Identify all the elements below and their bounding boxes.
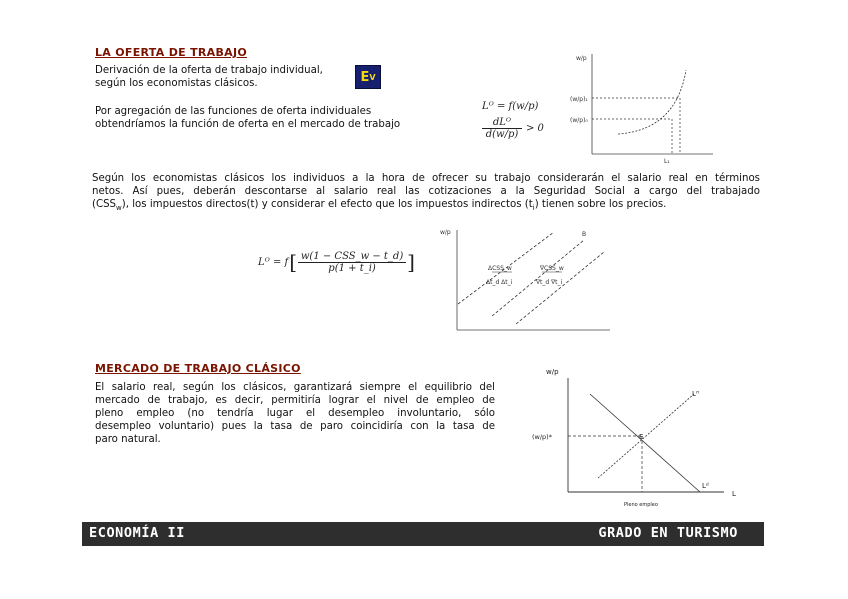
ev-icon-letter: E — [360, 69, 370, 85]
aggregation-line-1: Por agregación de las funciones de oferta individuales — [95, 106, 372, 117]
demand-curve — [590, 394, 700, 492]
body-line-5: paro natural. — [95, 434, 161, 445]
supply-curve — [618, 70, 686, 134]
derivation-text — [95, 64, 323, 90]
labor-market-graph — [528, 362, 748, 517]
paragraph-line-3-sub2: i — [532, 204, 535, 213]
body-line-2: mercado de trabajo, es decir, permitiría lograr el nivel de empleo de — [95, 395, 495, 406]
formula-net-denominator: p(1 + t_i) — [328, 262, 376, 274]
paragraph-line-3a: (CSS — [92, 199, 117, 210]
supply-line-right — [516, 252, 604, 324]
equilibrium-wage-label: (w/p)* — [532, 433, 552, 441]
formula-net-numerator: w(1 − CSS_w − t_d) — [300, 250, 404, 262]
supply-line-middle — [492, 240, 584, 316]
level1-label: (w/p)₁ — [570, 96, 588, 103]
section-title-classical-market: MERCADO DE TRABAJO CLÁSICO — [95, 362, 301, 375]
y-axis-label: w/p — [440, 229, 451, 236]
derivation-line-2: según los economistas clásicos. — [95, 78, 258, 89]
level0-label: (w/p)₀ — [570, 117, 588, 124]
formula-supply: Lᴼ = f(w/p) — [482, 101, 539, 112]
body-line-3: pleno empleo (no tendría lugar el desempleo involuntario, sólo — [95, 408, 495, 419]
x-tick-label: L₁ — [664, 158, 670, 165]
annotation-taxes-up: Δt_d Δt_i — [486, 279, 513, 286]
aggregation-line-2: obtendríamos la función de oferta en el mercado de trabajo — [95, 119, 401, 130]
footer-course-name: ECONOMÍA II — [89, 525, 186, 541]
derivation-line-1: Derivación de la oferta de trabajo individual, — [95, 65, 323, 76]
paragraph-line-2: netos. Así pues, deberán descontarse al salario real las cotizaciones a la Seguridad Social a cargo del trabajado — [92, 186, 760, 197]
paragraph-line-3-sub: w — [116, 204, 122, 213]
supply-curve — [598, 394, 694, 478]
annotation-taxes-down: ∇t_d ∇t_i — [536, 279, 563, 286]
paragraph-line-3b: ), los impuestos directos(t) y considerar el efecto que los impuestos indirectos (t — [121, 199, 533, 210]
footer-degree-name: GRADO EN TURISMO — [598, 525, 738, 541]
ev-icon-sub: V — [369, 72, 376, 82]
classical-market-text — [95, 381, 495, 446]
full-employment-label: Pleno empleo — [624, 502, 658, 508]
individual-supply-graph — [568, 50, 718, 168]
aggregation-text — [95, 105, 400, 131]
paragraph-line-3 — [92, 198, 760, 215]
y-axis-label: w/p — [576, 55, 587, 62]
body-line-1: El salario real, según los clásicos, garantizará siempre el equilibrio del — [95, 382, 495, 393]
annotation-css-up: ΔCSS_w — [488, 265, 512, 272]
annotation-css-down: ∇CSS_w — [540, 265, 564, 272]
formula-net-supply: Lᴼ = f [ w(1 − CSS_w − t_d) p(1 + t_i) ] — [258, 250, 415, 274]
formula-derivative — [482, 117, 544, 140]
x-axis-label: L — [732, 490, 736, 498]
supply-shift-graph — [436, 224, 616, 336]
y-axis-label: w/p — [546, 368, 559, 376]
footer-bar — [82, 522, 764, 546]
section-title-labor-supply: LA OFERTA DE TRABAJO — [95, 46, 248, 59]
paragraph-line-1: Según los economistas clásicos los individuos a la hora de ofrecer su trabajo considerarán el salario real en términos — [92, 173, 760, 184]
formula-deriv-relation: > 0 — [526, 123, 544, 134]
formula-deriv-numerator: dLᴼ — [492, 117, 512, 128]
paragraph-line-3c: ) tienen sobre los precios. — [534, 199, 667, 210]
demand-label: Lᵈ — [702, 482, 709, 490]
body-line-4: desempleo voluntario) pues la tasa de paro coincidiría con la tasa de — [95, 421, 495, 432]
net-wage-paragraph — [92, 172, 760, 215]
supply-label: Lᴼ — [692, 390, 700, 398]
formula-net-lhs: Lᴼ = f — [258, 256, 289, 268]
top-label: B — [582, 231, 587, 238]
equilibrium-mark: E — [639, 433, 644, 441]
formula-deriv-denominator: d(w/p) — [485, 129, 519, 140]
ev-icon[interactable] — [355, 65, 381, 89]
